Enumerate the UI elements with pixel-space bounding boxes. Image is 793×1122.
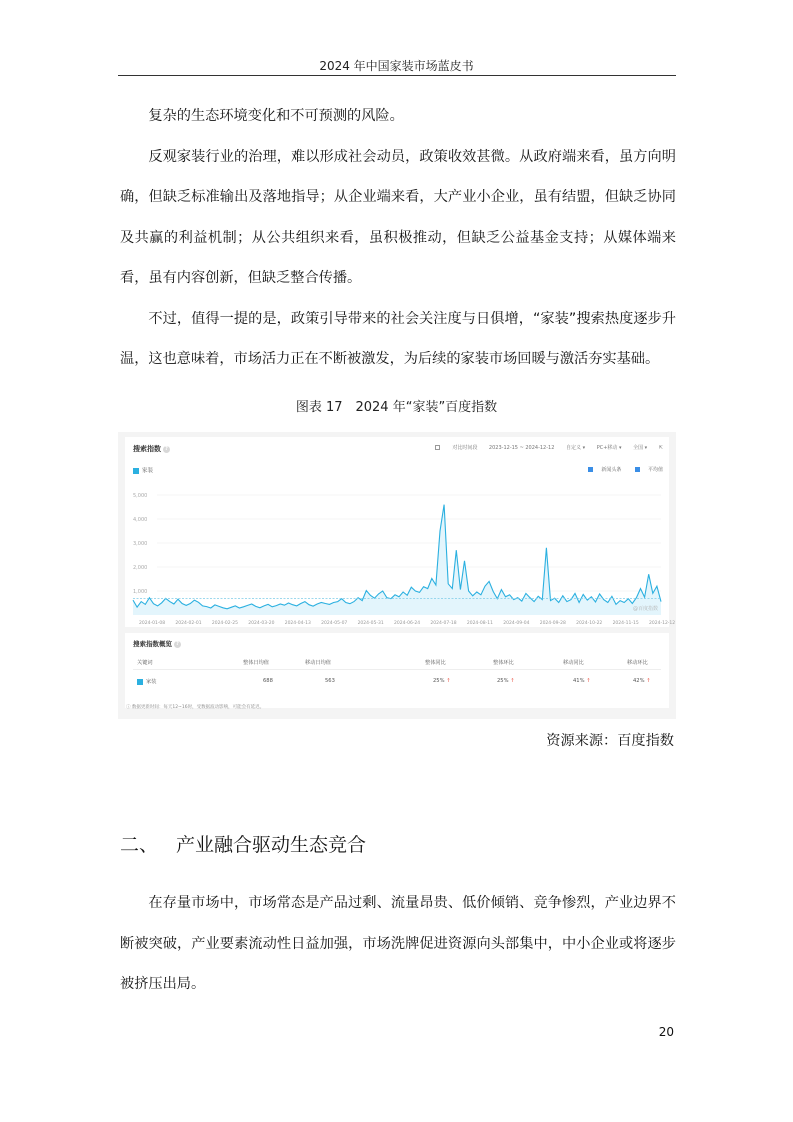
section-heading <box>120 830 366 857</box>
paragraph: 复杂的生态环境变化和不可预测的风险。 <box>148 108 404 124</box>
section-number: 二、 <box>120 834 159 856</box>
paragraph: 不过，值得一提的是，政策引导带来的社会关注度与日俱增，“家装”搜索热度逐步升温，这也意味着，市场活力正在不断被激发，为后续的家装市场回暖与激活夯实基础。 <box>120 310 676 367</box>
legend-label: 家装 <box>142 468 154 474</box>
x-tick-label: 2024-09-28 <box>539 621 566 626</box>
x-tick-label: 2024-02-25 <box>211 621 239 626</box>
keyword-cell: 家装 <box>137 678 156 685</box>
date-range-picker[interactable]: 2023-12-15 ~ 2024-12-12 <box>488 445 555 451</box>
x-tick-label: 2024-01-08 <box>139 621 166 626</box>
x-tick-label: 2024-11-15 <box>612 621 639 626</box>
compare-toggle[interactable]: 对比时间段 <box>425 445 477 451</box>
y-tick-label: 1,000 <box>133 589 148 595</box>
paragraph: 反观家装行业的治理，难以形成社会动员，政策收效甚微。从政府端来看，虽方向明确，但缺乏标准输出及落地指导；从企业端来看，大产业小企业，虽有结盟，但缺乏协同及共赢的利益机制；从公共组织来看，虽积极推动，但缺乏公益基金支持；从媒体端来看，虽有内容创新，但缺乏整合传播。 <box>120 148 676 286</box>
x-tick-label: 2024-05-07 <box>321 621 348 626</box>
paragraph: 在存量市场中，市场常态是产品过剩、流量昂贵、低价倾销、竞争惨烈，产业边界不断被突破，产业要素流动性日益加强，市场洗牌促进资源向头部集中，中小企业或将逐步被挤压出局。 <box>120 895 676 992</box>
x-tick-label: 2024-12-12 <box>649 621 676 626</box>
search-overview-card <box>125 633 669 708</box>
series-line-jiazhuang <box>133 505 661 609</box>
section-title: 产业融合驱动生态竞合 <box>176 834 367 856</box>
up-arrow-icon: ↑ <box>586 678 591 684</box>
y-tick-label: 2,000 <box>133 565 148 571</box>
col-mobile-mom: 移动环比 <box>627 660 648 666</box>
region-dropdown[interactable]: 全国 ▾ <box>633 445 648 451</box>
custom-dropdown[interactable]: 自定义 ▾ <box>566 445 586 451</box>
col-mobile-avg: 移动日均值 <box>305 660 331 666</box>
body-text-top <box>120 96 676 380</box>
page-number: 20 <box>658 1025 674 1039</box>
up-arrow-icon: ↑ <box>510 678 515 684</box>
up-arrow-icon: ↑ <box>446 678 451 684</box>
baidu-index-widget <box>118 432 676 719</box>
col-keyword: 关键词 <box>137 660 153 666</box>
x-tick-label: 2024-05-31 <box>357 621 384 626</box>
x-tick-label: 2024-09-04 <box>503 621 530 626</box>
x-tick-label: 2024-08-11 <box>466 621 494 626</box>
header-divider <box>118 75 676 76</box>
up-arrow-icon: ↑ <box>646 678 651 684</box>
col-overall-avg: 整体日均值 <box>243 660 269 666</box>
x-tick-label: 2024-07-18 <box>430 621 457 626</box>
x-tick-label: 2024-10-22 <box>576 621 603 626</box>
x-tick-label: 2024-02-01 <box>175 621 202 626</box>
mobile-mom-cell: 42% ↑ <box>633 678 651 684</box>
data-update-note: ⓘ 数据更新时间：每天12~16时，受数据波动影响，可能会有延迟。 <box>126 705 265 710</box>
overall-avg-cell: 688 <box>263 678 273 684</box>
body-text-bottom <box>120 883 676 1005</box>
col-overall-yoy: 整体同比 <box>425 660 446 666</box>
y-tick-label: 5,000 <box>133 493 148 499</box>
keyword-swatch <box>137 679 143 685</box>
overall-yoy-cell: 25% ↑ <box>433 678 451 684</box>
page-header-title: 2024 年中国家装市场蓝皮书 <box>319 59 474 73</box>
mobile-yoy-cell: 41% ↑ <box>573 678 591 684</box>
widget-title: 搜索指数 ? <box>133 444 170 454</box>
y-tick-label: 4,000 <box>133 517 148 523</box>
news-toggle[interactable]: 新闻头条 <box>582 467 621 473</box>
search-index-card <box>125 437 676 627</box>
figure-caption: 图表 17 2024 年“家装”百度指数 <box>295 400 498 415</box>
col-overall-mom: 整体环比 <box>493 660 514 666</box>
x-tick-label: 2024-04-13 <box>284 621 311 626</box>
device-dropdown[interactable]: PC+移动 ▾ <box>596 445 622 451</box>
y-tick-label: 3,000 <box>133 541 148 547</box>
search-index-line-chart <box>125 437 676 627</box>
help-icon[interactable]: ? <box>174 641 181 648</box>
x-tick-label: 2024-06-24 <box>394 621 421 626</box>
table-header-row <box>133 657 661 670</box>
figure-source: 资源来源：百度指数 <box>546 733 674 749</box>
chart-watermark: @百度指数 <box>633 606 659 612</box>
help-icon[interactable]: ? <box>163 446 170 453</box>
average-toggle[interactable]: 平均值 <box>629 467 663 473</box>
overview-table <box>133 657 661 688</box>
overview-title: 搜索指数概览 ? <box>133 639 181 648</box>
mobile-avg-cell: 563 <box>325 678 335 684</box>
table-row <box>133 676 661 688</box>
x-tick-label: 2024-03-20 <box>248 621 275 626</box>
overall-mom-cell: 25% ↑ <box>497 678 515 684</box>
col-mobile-yoy: 移动同比 <box>563 660 584 666</box>
export-icon[interactable]: ⇱ <box>658 445 663 451</box>
